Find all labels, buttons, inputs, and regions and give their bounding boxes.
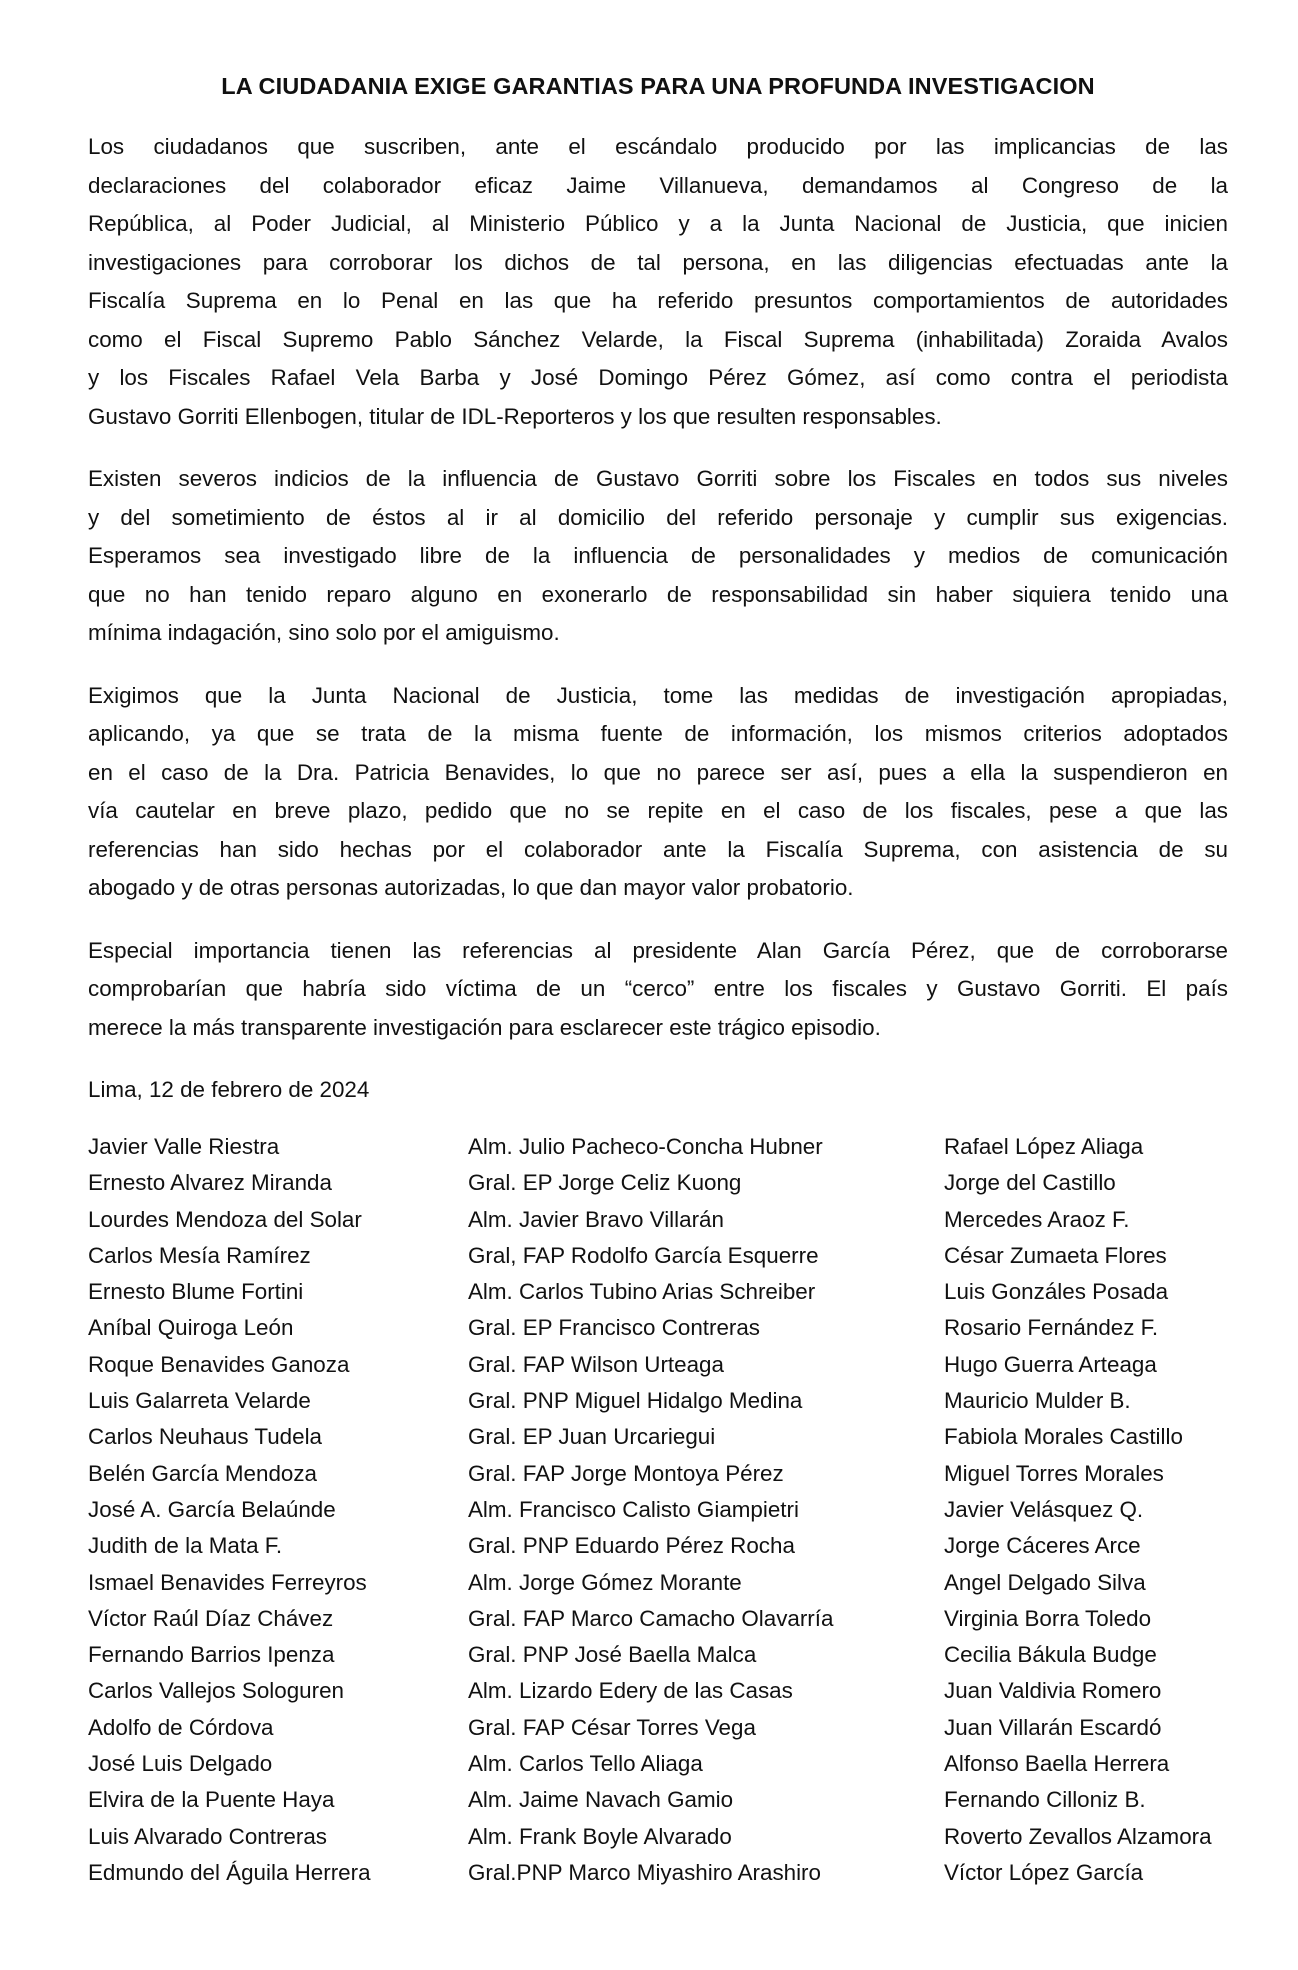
signatory-name: Edmundo del Águila Herrera — [88, 1859, 371, 1885]
signatory-name: Alm. Jorge Gómez Morante — [468, 1569, 742, 1595]
signatory-name: Alm. Carlos Tubino Arias Schreiber — [468, 1279, 816, 1305]
signatory-name: José A. García Belaúnde — [88, 1496, 336, 1522]
signatory-name: Virginia Borra Toledo — [944, 1605, 1152, 1631]
signatory-name: Gral. FAP Jorge Montoya Pérez — [468, 1460, 784, 1486]
signatory-name: Alfonso Baella Herrera — [944, 1751, 1170, 1777]
paragraph-line: y los Fiscales Rafael Vela Barba y José Domingo Pérez Gómez, así como contra el periodista — [88, 365, 1228, 390]
signatory-name: José Luis Delgado — [88, 1751, 273, 1777]
signatory-name: Gral. PNP José Baella Malca — [468, 1642, 757, 1668]
paragraph-line: que no han tenido reparo alguno en exonerarlo de responsabilidad sin haber siquiera tenido una — [88, 581, 1228, 607]
signatory-name: Mauricio Mulder B. — [944, 1388, 1131, 1414]
signatory-name: Roque Benavides Ganoza — [88, 1351, 350, 1377]
paragraph-line: Fiscalía Suprema en lo Penal en las que ha referido presuntos comportamientos de autoridades — [88, 288, 1228, 313]
paragraph-line: investigaciones para corroborar los dichos de tal persona, en las diligencias efectuadas ante la — [88, 249, 1228, 275]
paragraph-line: República, al Poder Judicial, al Ministerio Público y a la Junta Nacional de Justicia, que inicien — [88, 211, 1228, 236]
signatory-name: Ernesto Blume Fortini — [88, 1279, 304, 1305]
signatory-name: Gral. FAP César Torres Vega — [468, 1714, 756, 1740]
signatory-name: Gral, FAP Rodolfo García Esquerre — [468, 1242, 819, 1268]
signatory-name: Judith de la Mata F. — [88, 1533, 283, 1559]
paragraph-line: vía cautelar en breve plazo, pedido que no se repite en el caso de los fiscales, pese a que las — [88, 798, 1228, 823]
signatory-name: Alm. Julio Pacheco-Concha Hubner — [468, 1134, 823, 1159]
body-paragraphs — [88, 128, 1228, 1047]
document-date: Lima, 12 de febrero de 2024 — [88, 1077, 370, 1102]
signatory-name: César Zumaeta Flores — [944, 1242, 1167, 1268]
paragraph-line: Esperamos sea investigado libre de la influencia de personalidades y medios de comunicación — [88, 543, 1228, 568]
signatory-name: Carlos Neuhaus Tudela — [88, 1424, 322, 1450]
signatory-name: Gral. EP Juan Urcariegui — [468, 1424, 716, 1450]
signatory-name: Gral. EP Francisco Contreras — [468, 1315, 761, 1341]
signatories-column-1 — [88, 1129, 371, 1891]
signatory-name: Fernando Barrios Ipenza — [88, 1642, 335, 1668]
document-page — [88, 58, 1228, 1929]
signatory-name: Víctor López García — [944, 1859, 1144, 1885]
signatory-name: Aníbal Quiroga León — [88, 1315, 294, 1341]
signatory-name: Rosario Fernández F. — [944, 1315, 1159, 1341]
signatory-name: Luis Gonzáles Posada — [944, 1279, 1169, 1305]
signatory-name: Mercedes Araoz F. — [944, 1206, 1130, 1232]
signatory-name: Alm. Francisco Calisto Giampietri — [468, 1496, 799, 1522]
signatory-name: Jorge Cáceres Arce — [944, 1533, 1141, 1559]
signatory-name: Jorge del Castillo — [944, 1170, 1116, 1196]
paragraph-line: comprobarían que habría sido víctima de un “cerco” entre los fiscales y Gustavo Gorriti. El país — [88, 976, 1228, 1001]
paragraph-line: en el caso de la Dra. Patricia Benavides, lo que no parece ser así, pues a ella la suspendieron en — [88, 759, 1228, 785]
signatory-name: Roverto Zevallos Alzamora — [944, 1823, 1212, 1849]
signatory-name: Gral. PNP Eduardo Pérez Rocha — [468, 1533, 795, 1559]
paragraph-line: Existen severos indicios de la influencia de Gustavo Gorriti sobre los Fiscales en todos sus niveles — [88, 466, 1228, 491]
signatory-name: Gral. FAP Wilson Urteaga — [468, 1351, 724, 1377]
paragraph-line: mínima indagación, sino solo por el amiguismo. — [88, 620, 560, 645]
signatory-name: Alm. Jaime Navach Gamio — [468, 1787, 734, 1813]
paragraph-line: Especial importancia tienen las referencias al presidente Alan García Pérez, que de corroborarse — [88, 937, 1228, 963]
signatory-name: Juan Villarán Escardó — [944, 1714, 1162, 1740]
signatory-name: Cecilia Bákula Budge — [944, 1642, 1157, 1668]
body-paragraph — [88, 932, 1228, 1048]
signatories-list — [88, 1129, 1228, 1929]
signatory-name: Juan Valdivia Romero — [944, 1678, 1162, 1704]
paragraph-line: aplicando, ya que se trata de la misma fuente de información, los mismos criterios adoptados — [88, 721, 1228, 746]
paragraph-line: merece la más transparente investigación para esclarecer este trágico episodio. — [88, 1014, 881, 1040]
signatory-name: Rafael López Aliaga — [944, 1134, 1144, 1159]
paragraph-line: y del sometimiento de éstos al ir al domicilio del referido personaje y cumplir sus exigencias. — [88, 504, 1228, 530]
signatory-name: Alm. Carlos Tello Aliaga — [468, 1751, 703, 1777]
signatory-name: Carlos Mesía Ramírez — [88, 1242, 311, 1268]
signatories-column-2 — [468, 1129, 833, 1891]
signatories-column-3 — [944, 1129, 1212, 1891]
body-paragraph — [88, 460, 1228, 653]
signatory-name: Elvira de la Puente Haya — [88, 1787, 335, 1813]
signatory-name: Lourdes Mendoza del Solar — [88, 1206, 362, 1232]
signatory-name: Gral. FAP Marco Camacho Olavarría — [468, 1605, 834, 1631]
body-paragraph — [88, 677, 1228, 908]
document-title: LA CIUDADANIA EXIGE GARANTIAS PARA UNA PROFUNDA INVESTIGACION — [221, 73, 1095, 99]
paragraph-line: como el Fiscal Supremo Pablo Sánchez Velarde, la Fiscal Suprema (inhabilitada) Zoraida Avalos — [88, 326, 1228, 352]
paragraph-line: Exigimos que la Junta Nacional de Justicia, tome las medidas de investigación apropiadas, — [88, 682, 1228, 708]
paragraph-line: Gustavo Gorriti Ellenbogen, titular de IDL-Reporteros y los que resulten responsables. — [88, 403, 942, 429]
signatory-name: Víctor Raúl Díaz Chávez — [88, 1605, 334, 1631]
signatory-name: Angel Delgado Silva — [944, 1569, 1146, 1595]
signatory-name: Gral.PNP Marco Miyashiro Arashiro — [468, 1859, 821, 1885]
signatory-name: Ernesto Alvarez Miranda — [88, 1170, 332, 1196]
signatory-name: Alm. Lizardo Edery de las Casas — [468, 1678, 793, 1704]
signatory-name: Carlos Vallejos Sologuren — [88, 1678, 344, 1704]
signatory-name: Fabiola Morales Castillo — [944, 1424, 1183, 1450]
body-paragraph — [88, 128, 1228, 436]
paragraph-line: Los ciudadanos que suscriben, ante el escándalo producido por las implicancias de las — [88, 134, 1228, 159]
signatory-name: Luis Galarreta Velarde — [88, 1388, 311, 1414]
signatory-name: Adolfo de Córdova — [88, 1714, 274, 1740]
paragraph-line: declaraciones del colaborador eficaz Jaime Villanueva, demandamos al Congreso de la — [88, 172, 1228, 198]
signatory-name: Hugo Guerra Arteaga — [944, 1351, 1157, 1377]
paragraph-line: referencias han sido hechas por el colaborador ante la Fiscalía Suprema, con asistencia de su — [88, 836, 1228, 862]
signatory-name: Belén García Mendoza — [88, 1460, 318, 1486]
signatory-name: Alm. Frank Boyle Alvarado — [468, 1823, 732, 1849]
signatory-name: Alm. Javier Bravo Villarán — [468, 1206, 724, 1232]
signatory-name: Gral. PNP Miguel Hidalgo Medina — [468, 1388, 803, 1414]
signatory-name: Javier Valle Riestra — [88, 1134, 280, 1159]
signatory-name: Fernando Cilloniz B. — [944, 1787, 1146, 1813]
signatory-name: Ismael Benavides Ferreyros — [88, 1569, 367, 1595]
signatory-name: Luis Alvarado Contreras — [88, 1823, 327, 1849]
paragraph-line: abogado y de otras personas autorizadas, lo que dan mayor valor probatorio. — [88, 875, 854, 900]
signatory-name: Miguel Torres Morales — [944, 1460, 1164, 1486]
signatory-name: Gral. EP Jorge Celiz Kuong — [468, 1170, 742, 1196]
signatory-name: Javier Velásquez Q. — [944, 1496, 1144, 1522]
